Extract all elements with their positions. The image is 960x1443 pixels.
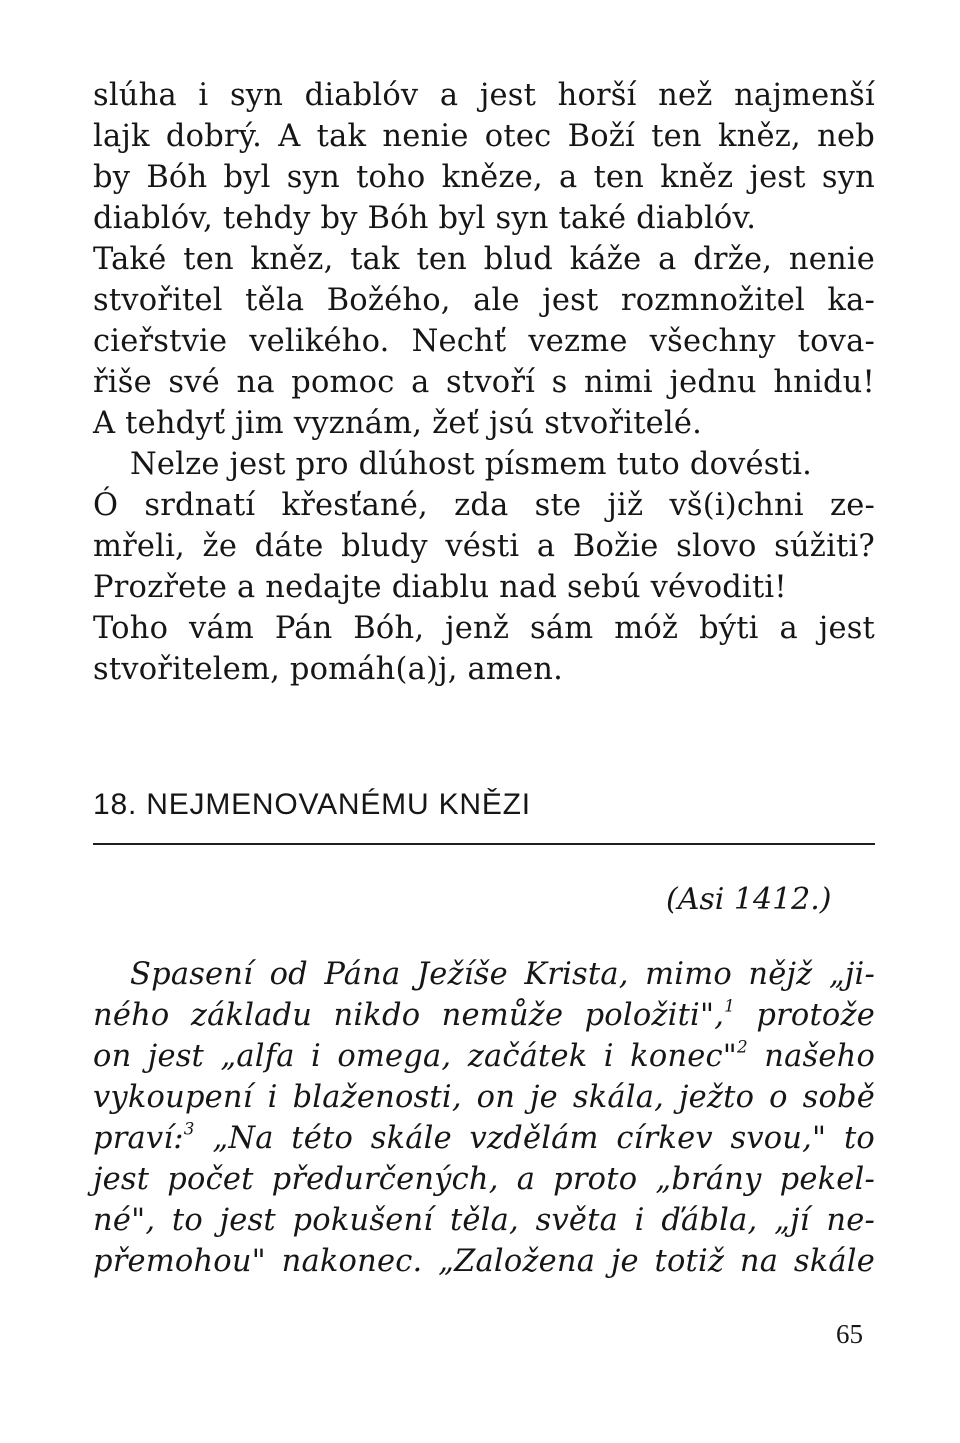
footnote-ref: 2 (737, 1036, 748, 1057)
text-line: mřeli, že dáte bludy vésti a Božie slovo súžiti? (93, 529, 875, 564)
text-line: Ó srdnatí křesťané, zda ste již vš(i)chni ze- (93, 488, 875, 523)
text-line: cieřstvie velikého. Nechť vezme všechny tova- (93, 324, 875, 359)
footnote-ref: 1 (724, 995, 736, 1016)
page-number: 65 (836, 1319, 863, 1349)
italic-line: Spasení od Pána Ježíše Krista, mimo nějž „ji- (130, 957, 875, 992)
italic-line: on jest „alfa i omega, začátek i konec"$^2$ našeho (93, 1036, 876, 1074)
text-line: stvořitelem, pomáh(a)j, amen. (93, 652, 564, 687)
text-line: diablóv, tehdy by Bóh byl syn také diablóv. (93, 201, 757, 236)
text-line: A tehdyť jim vyznám, žeť jsú stvořitelé. (93, 406, 703, 441)
text-line: Prozřete a nedajte diablu nad sebú vévoditi! (93, 570, 787, 605)
text-line: lajk dobrý. A tak nenie otec Boží ten kněz, neb (93, 119, 875, 154)
text-line: slúha i syn diablóv a jest horší než najmenší (93, 78, 875, 113)
text-line: řiše své na pomoc a stvoří s nimi jednu hnidu! (93, 365, 875, 400)
footnote-ref: 3 (183, 1118, 195, 1139)
text-line: stvořitel těla Božého, ale jest rozmnožitel ka- (93, 283, 875, 318)
letter-date: (Asi 1412.) (666, 882, 832, 917)
italic-line: ného základu nikdo nemůže položiti",$^1$ protože (93, 995, 875, 1033)
italic-line: né", to jest pokušení těla, světa i ďábla, „jí ne- (93, 1203, 875, 1238)
text-line: Toho vám Pán Bóh, jenž sám móž býti a jest (93, 611, 875, 646)
heading-rule (93, 843, 875, 845)
text-line: Nelze jest pro dlúhost písmem tuto dovésti. (130, 447, 812, 482)
italic-line: praví:$^3$ „Na této skále vzdělám církev svou," to (93, 1118, 875, 1156)
italic-line: přemohou" nakonec. „Založena je totiž na skále (93, 1244, 875, 1279)
text-line: Také ten kněz, tak ten blud káže a drže, nenie (93, 242, 875, 277)
chapter-heading: 18. NEJMENOVANÉMU KNĚZI (93, 788, 531, 821)
italic-line: vykoupení i blaženosti, on je skála, ježto o sobě (93, 1080, 875, 1115)
text-line: by Bóh byl syn toho kněze, a ten kněz jest syn (93, 160, 875, 195)
italic-line: jest počet předurčených, a proto „brány pekel- (93, 1162, 875, 1197)
